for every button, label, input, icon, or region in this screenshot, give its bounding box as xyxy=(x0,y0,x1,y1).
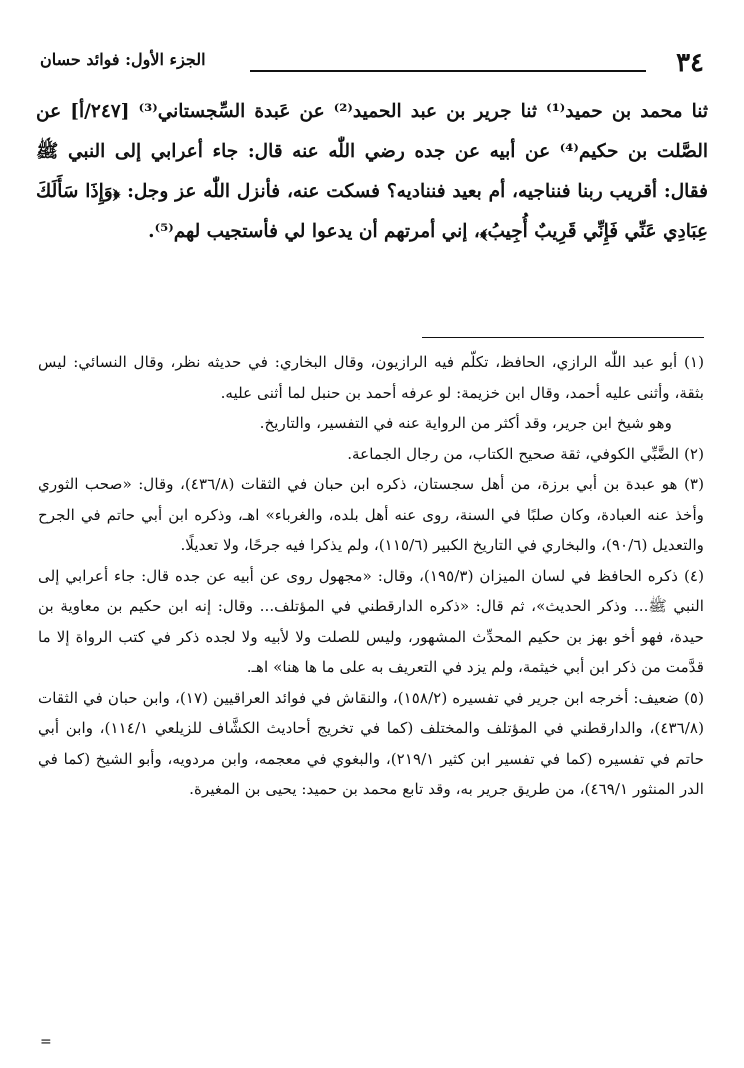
page-number: ٣٤ xyxy=(676,48,704,78)
main-text: ثنا محمد بن حميد⁽¹⁾ ثنا جرير بن عبد الحميد⁽²⁾ عن عَبدة السِّجستاني⁽³⁾ [٢٤٧/أ] عن الصَّلت بن حكيم⁽⁴⁾ عن أبيه عن جده رضي اللّٰه عنه قال: جاء أعرابي إلى النبي ﷺ فقال: أقريب ربنا فنناجيه، أم بعيد فنناديه؟ فسكت عنه، فأنزل اللّٰه عز وجل: ﴿وَإِذَا سَأَلَكَ عِبَادِي عَنِّي فَإِنِّي قَرِيبٌ أُجِيبُ﴾، إني أمرتهم أن يدعوا لي فأستجيب لهم⁽⁵⁾. xyxy=(36,101,708,242)
header-rule xyxy=(250,70,646,72)
margin-mark: = xyxy=(40,1034,52,1050)
footnote-text: وهو شيخ ابن جرير، وقد أكثر من الرواية عنه في التفسير، والتاريخ. xyxy=(259,414,672,432)
footnote-number: (١) xyxy=(683,353,704,371)
footnote-number: (٢) xyxy=(683,444,704,463)
page-header xyxy=(40,48,704,82)
footnote-text: أبو عبد اللّٰه الرازي، الحافظ، تكلّم فيه الرازيون، وقال البخاري: في حديثه نظر، وقال النسائي: ليس بثقة، وأثنى عليه أحمد، وقال ابن خزيمة: لو عرفه أحمد بن حنبل لما أثنى عليه. xyxy=(38,353,704,402)
footnote-text: ضعيف: أخرجه ابن جرير في تفسيره (١٥٨/٢)، والنقاش في فوائد العراقيين (١٧)، وابن حبان في الثقات (٤٣٦/٨)، والدارقطني في المؤتلف والمختلف (كما في تخريج أحاديث الكشَّاف للزيلعي ١١٤/١)، وابن أبي حاتم في تفسيره (كما في تفسير ابن كثير ٢١٩/١)، والبغوي في معجمه، وابن مردويه، وأبو الشيخ (كما في الدر المنثور ٤٦٩/١)، من طريق جرير به، وقد تابع محمد بن حميد: يحيى بن المغيرة. xyxy=(38,688,704,798)
footnote-1 xyxy=(38,347,704,408)
footnotes xyxy=(38,347,705,1050)
footnote-5 xyxy=(38,683,704,805)
footnote-4 xyxy=(38,561,704,683)
footnote-text: الضَّبِّي الكوفي، ثقة صحيح الكتاب، من رجال الجماعة. xyxy=(347,444,680,463)
footnote-2 xyxy=(38,439,704,470)
footnote-number: (٥) xyxy=(683,688,705,707)
footnote-number: (٣) xyxy=(683,475,705,493)
footnote-text: ذكره الحافظ في لسان الميزان (١٩٥/٣)، وقال: «مجهول روى عن أبيه عن جده قال: جاء أعرابي إلى النبي ﷺ... وذكر الحديث»، ثم قال: «ذكره الدارقطني في المؤتلف... وقال: إنه ابن حكيم بن معاوية بن حيدة، فهو أخو بهز بن حكيم المحدِّث المشهور، وليس للصلت ولا لأبيه ولا لجده ذكر في كتب الرواة إلا ما قدَّمت من ذكر ابن أبي خيثمة، ولم يزد في التعريف به على ما ها هنا» اهـ. xyxy=(38,566,704,676)
footnote-3 xyxy=(38,469,704,561)
footnote-separator xyxy=(422,337,704,338)
footnote-text: هو عبدة بن أبي برزة، من أهل سجستان، ذكره ابن حبان في الثقات (٤٣٦/٨)، وقال: «صحب الثوري وأخذ عنه العبادة، وكان صلبًا في السنة، روى عنه أهل بلده، والغرباء» اهـ، وذكره ابن أبي حاتم في الجرح والتعديل (٩٠/٦)، والبخاري في التاريخ الكبير (١١٥/٦)، ولم يذكرا فيه جرحًا، ولا تعديلًا. xyxy=(38,475,704,554)
footnote-number: (٤) xyxy=(683,566,704,585)
running-title: الجزء الأول: فوائد حسان xyxy=(40,50,206,69)
footnote-1-continuation xyxy=(38,408,704,439)
